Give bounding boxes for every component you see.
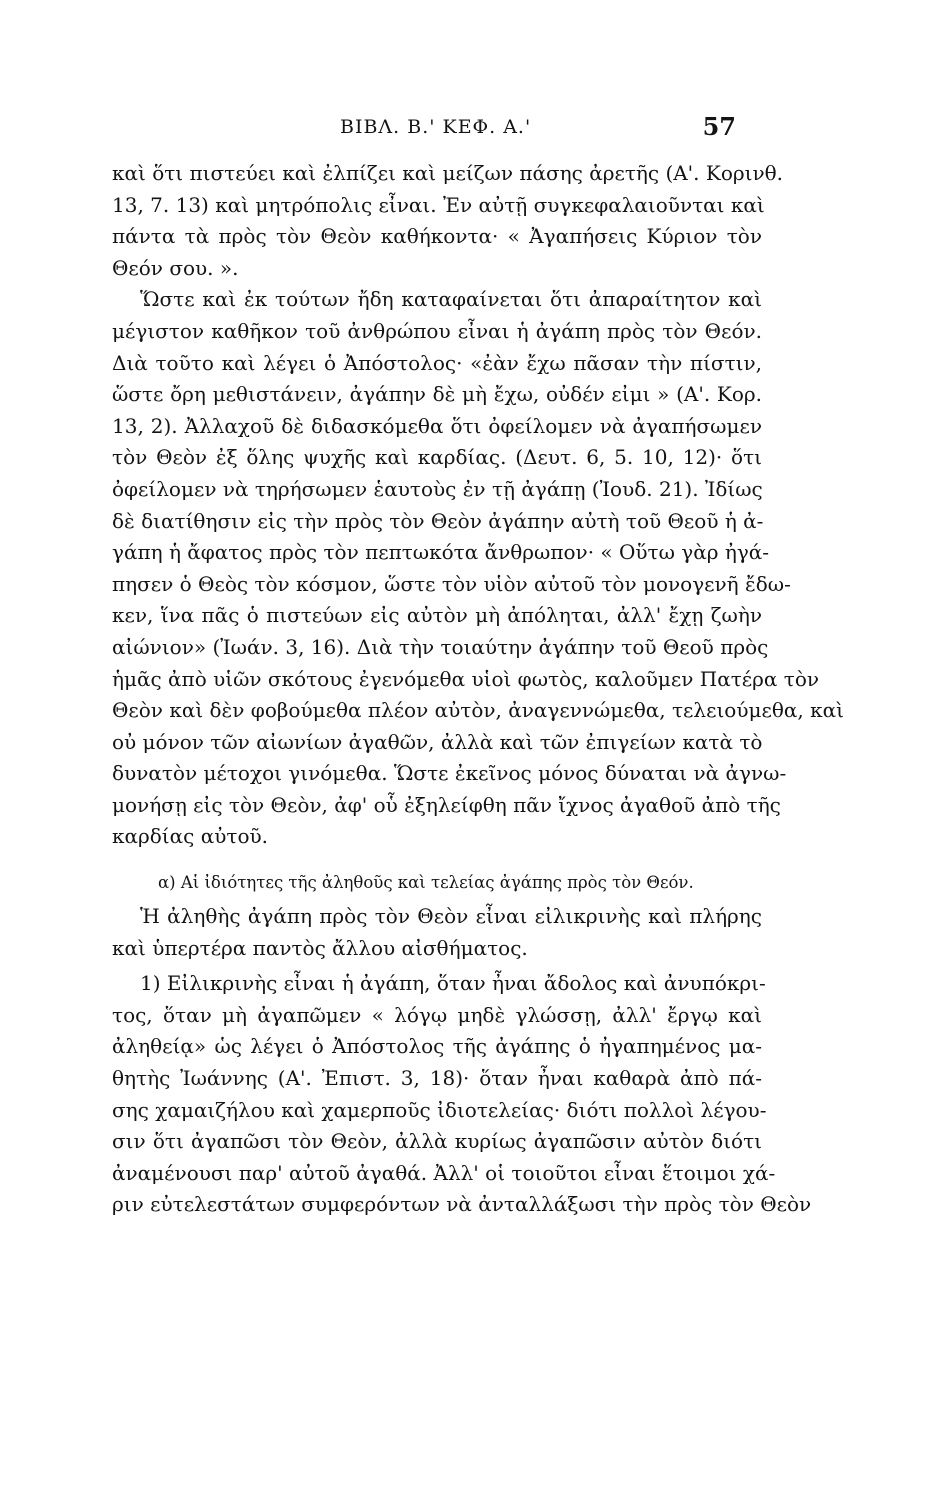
paragraph-1 (112, 158, 784, 284)
text-line: Θεόν σου. ». (112, 255, 239, 280)
text-line: δὲ διατίθησιν εἰς τὴν πρὸς τὸν Θεὸν ἀγάπην αὐτὴ τοῦ Θεοῦ ἡ ἀ- (112, 508, 764, 533)
paragraph-4 (112, 968, 812, 1221)
main-text (112, 158, 844, 1221)
text-line: Ἡ ἀληθὴς ἀγάπη πρὸς τὸν Θεὸν εἶναι εἰλικρινὴς καὶ πλήρης (140, 904, 762, 929)
text-line: γάπη ἡ ἄφατος πρὸς τὸν πεπτωκότα ἄνθρωπον· « Οὕτω γὰρ ἠγά- (112, 540, 770, 565)
text-line: τὸν Θεὸν ἐξ ὅλης ψυχῆς καὶ καρδίας. (Δευτ. 6, 5. 10, 12)· ὅτι (112, 445, 762, 470)
text-line: ριν εὐτελεστάτων συμφερόντων νὰ ἀνταλλάξωσι τὴν πρὸς τὸν Θεὸν (112, 1192, 812, 1217)
text-line: Ὥστε καὶ ἐκ τούτων ἤδη καταφαίνεται ὅτι ἀπαραίτητον καὶ (140, 287, 762, 312)
text-line: 13, 7. 13) καὶ μητρόπολις εἶναι. Ἐν αὐτῇ συγκεφαλαιοῦνται καὶ (112, 192, 765, 217)
text-line: δυνατὸν μέτοχοι γινόμεθα. Ὥστε ἐκεῖνος μόνος δύναται νὰ ἀγνω- (112, 761, 787, 786)
text-line: κεν, ἵνα πᾶς ὁ πιστεύων εἰς αὐτὸν μὴ ἀπόληται, ἀλλ' ἔχῃ ζωὴν (112, 603, 762, 628)
text-line: αἰώνιον» (Ἰωάν. 3, 16). Διὰ τὴν τοιαύτην ἀγάπην τοῦ Θεοῦ πρὸς (112, 634, 769, 659)
running-title: ΒΙΒΛ. Β.' ΚΕΦ. Α.' (340, 116, 532, 138)
text-line: μονήσῃ εἰς τὸν Θεὸν, ἀφ' οὗ ἐξηλείφθη πᾶν ἴχνος ἀγαθοῦ ἀπὸ τῆς (112, 792, 781, 817)
text-line: οὐ μόνον τῶν αἰωνίων ἀγαθῶν, ἀλλὰ καὶ τῶν ἐπιγείων κατὰ τὸ (112, 729, 763, 754)
paragraph-3 (112, 901, 762, 964)
text-line: πάντα τὰ πρὸς τὸν Θεὸν καθήκοντα· « Ἀγαπήσεις Κύριον τὸν (112, 224, 762, 249)
text-line: μέγιστον καθῆκον τοῦ ἀνθρώπου εἶναι ἡ ἀγάπη πρὸς τὸν Θεόν. (112, 318, 762, 343)
text-line: τος, ὅταν μὴ ἀγαπῶμεν « λόγῳ μηδὲ γλώσσῃ, ἀλλ' ἔργῳ καὶ (112, 1002, 762, 1027)
text-line: Διὰ τοῦτο καὶ λέγει ὁ Ἀπόστολος· «ἐὰν ἔχω πᾶσαν τὴν πίστιν, (112, 350, 762, 375)
section-heading: α) Αἱ ἰδιότητες τῆς ἀληθοῦς καὶ τελείας ἀγάπης πρὸς τὸν Θεόν. (158, 873, 694, 893)
text-line: καὶ ὅτι πιστεύει καὶ ἐλπίζει καὶ μείζων πάσης ἀρετῆς (Α'. Κορινθ. (112, 161, 784, 185)
text-line: Θεὸν καὶ δὲν φοβούμεθα πλέον αὐτὸν, ἀναγεννώμεθα, τελειούμεθα, καὶ (112, 698, 844, 723)
text-line: ὥστε ὄρη μεθιστάνειν, ἀγάπην δὲ μὴ ἔχω, οὐδέν εἰμι » (Α'. Κορ. (112, 382, 762, 407)
text-line: σιν ὅτι ἀγαπῶσι τὸν Θεὸν, ἀλλὰ κυρίως ἀγαπῶσιν αὐτὸν διότι (112, 1129, 762, 1154)
text-line: ὀφείλομεν νὰ τηρήσωμεν ἑαυτοὺς ἐν τῇ ἀγάπῃ (Ἰουδ. 21). Ἰδίως (112, 476, 763, 501)
text-line: καρδίας αὐτοῦ. (112, 824, 268, 849)
paragraph-2 (112, 284, 844, 853)
text-line: ἀναμένουσι παρ' αὐτοῦ ἀγαθά. Ἀλλ' οἱ τοιοῦτοι εἶναι ἕτοιμοι χά- (112, 1160, 776, 1185)
text-line: ἀληθείᾳ» ὡς λέγει ὁ Ἀπόστολος τῆς ἀγάπης ὁ ἠγαπημένος μα- (112, 1034, 762, 1059)
text-line: σης χαμαιζήλου καὶ χαμερποῦς ἰδιοτελείας· διότι πολλοὶ λέγου- (112, 1097, 767, 1122)
text-line: καὶ ὑπερτέρα παντὸς ἄλλου αἰσθήματος. (112, 935, 528, 960)
text-line: 1) Εἰλικρινὴς εἶναι ἡ ἀγάπη, ὅταν ἦναι ἄδολος καὶ ἀνυπόκρι- (140, 971, 766, 996)
text-line: πησεν ὁ Θεὸς τὸν κόσμον, ὥστε τὸν υἱὸν αὐτοῦ τὸν μονογενῆ ἔδω- (112, 571, 791, 596)
text-line: ἡμᾶς ἀπὸ υἱῶν σκότους ἐγενόμεθα υἱοὶ φωτὸς, καλοῦμεν Πατέρα τὸν (112, 666, 820, 691)
text-line: θητὴς Ἰωάννης (Α'. Ἐπιστ. 3, 18)· ὅταν ἦναι καθαρὰ ἀπὸ πά- (112, 1066, 762, 1091)
page-number: 57 (702, 112, 736, 141)
text-line: 13, 2). Ἀλλαχοῦ δὲ διδασκόμεθα ὅτι ὀφείλομεν νὰ ἀγαπήσωμεν (112, 413, 762, 438)
running-head (0, 112, 928, 142)
